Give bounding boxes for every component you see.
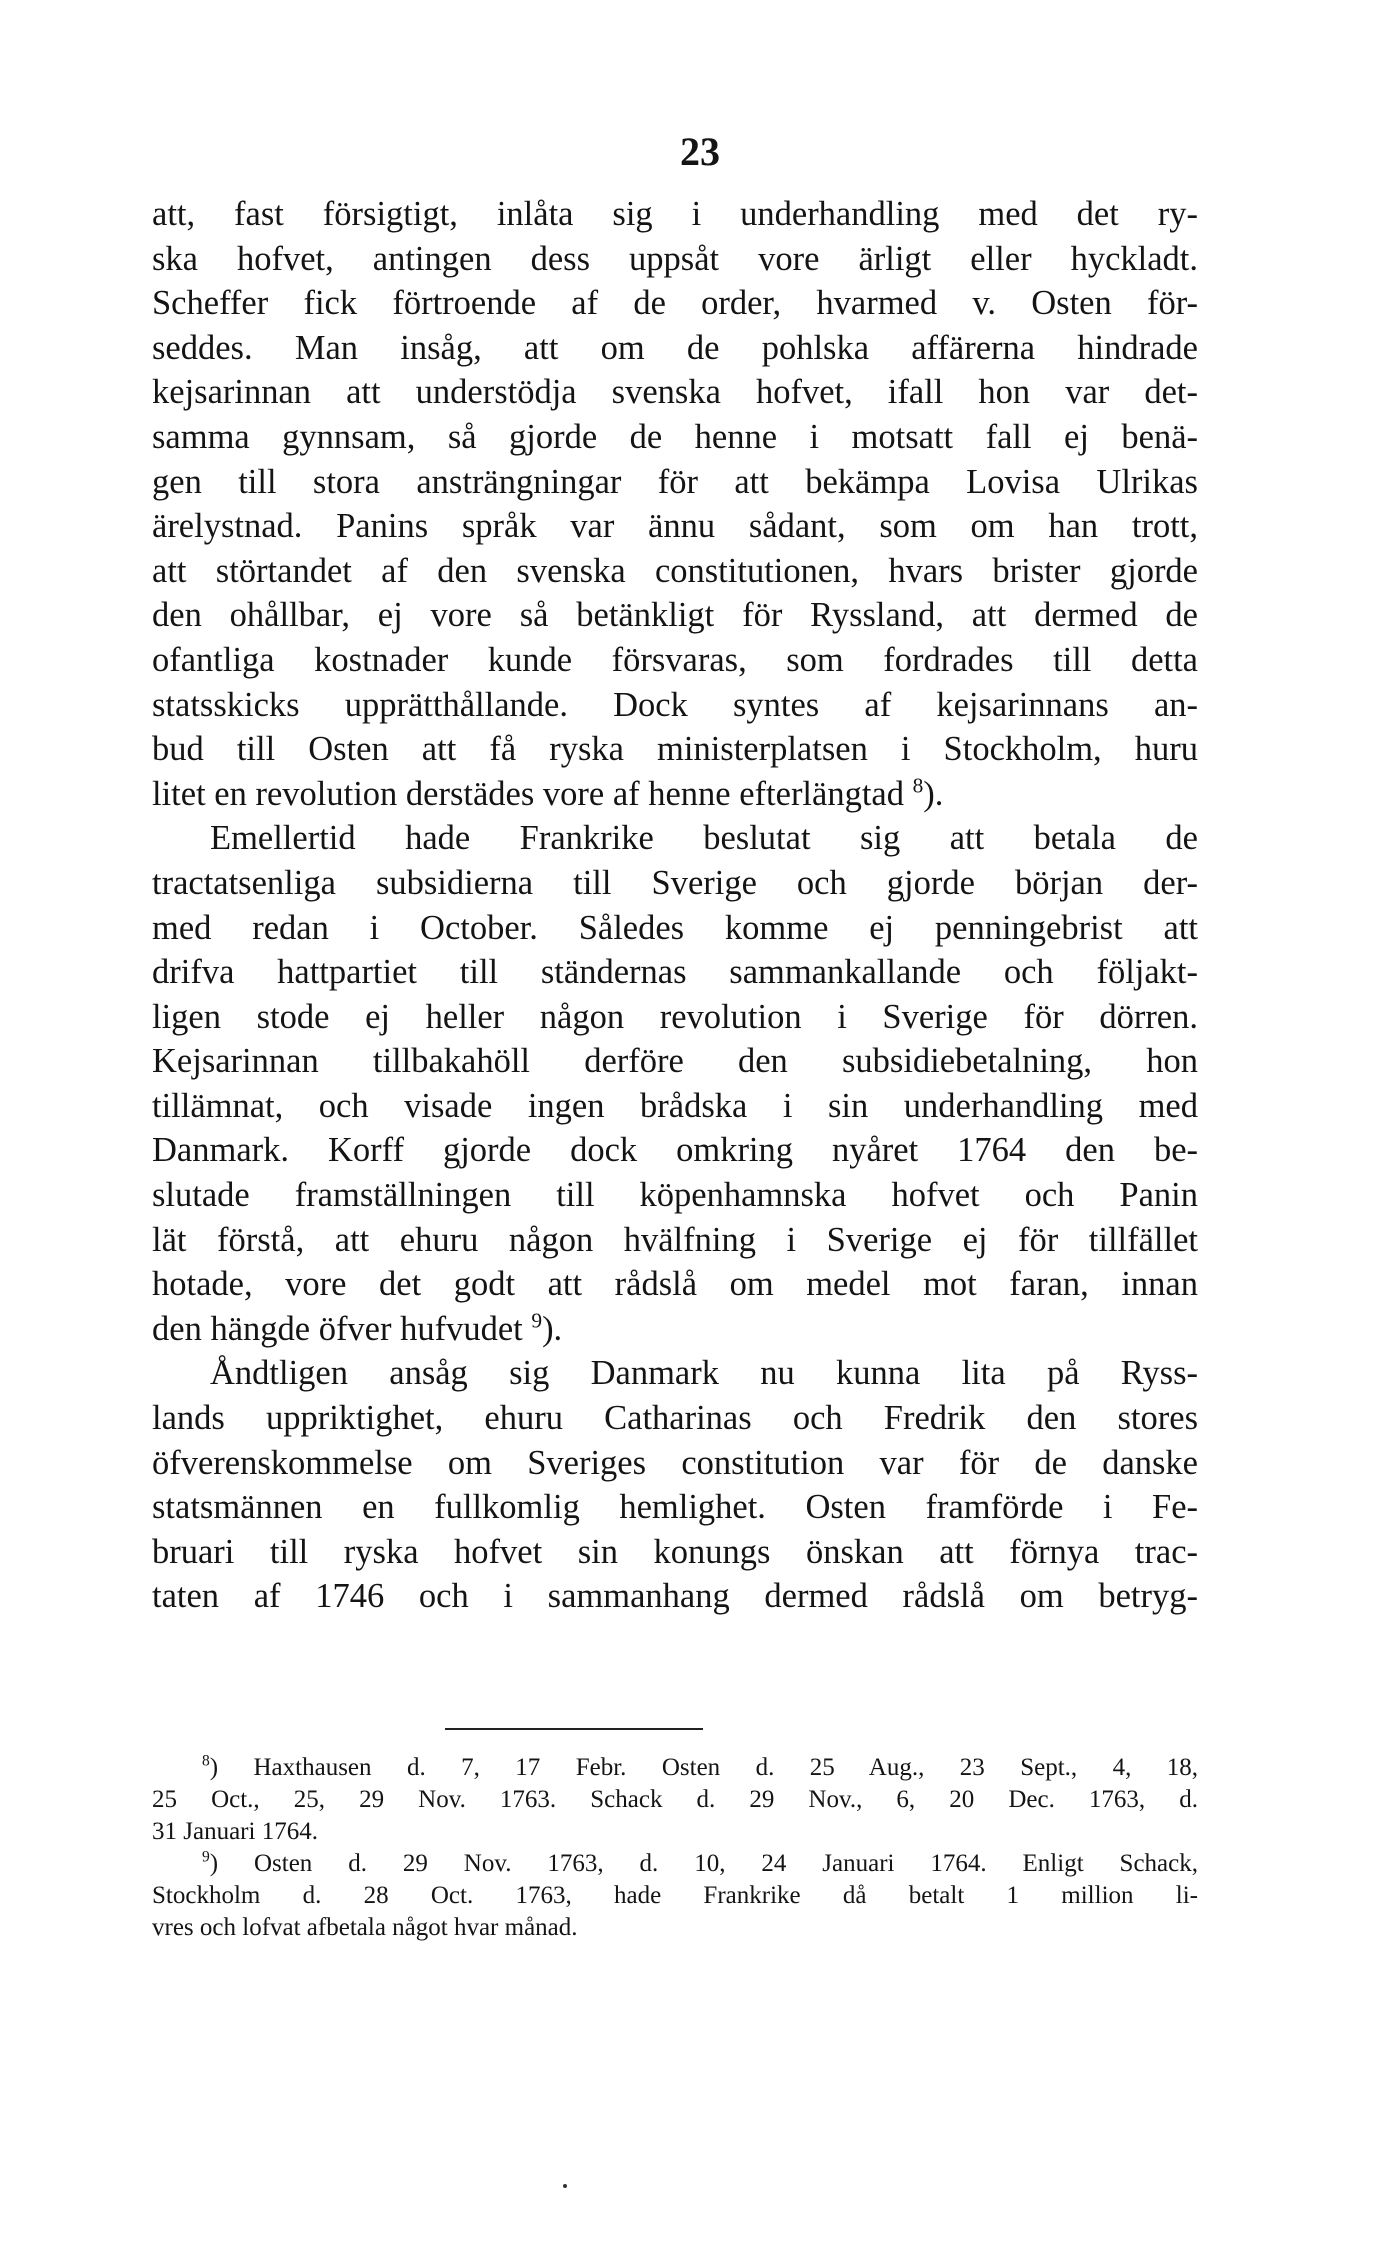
text-fragment: ). (923, 774, 944, 813)
footnote-line: Stockholm d. 28 Oct. 1763, hade Frankrike då betalt 1 million li- (152, 1882, 1198, 1909)
text-line: seddes. Man insåg, att om de pohlska affärerna hindrade (152, 328, 1198, 367)
text-line: tractatsenliga subsidierna till Sverige och gjorde början der- (152, 863, 1198, 902)
text-line: statsskicks upprätthållande. Dock syntes af kejsarinnans an- (152, 685, 1198, 724)
text-line: öfverenskommelse om Sveriges constitution var för de danske (152, 1443, 1198, 1482)
text-line: med redan i October. Således komme ej penningebrist att (152, 908, 1198, 947)
text-line: den ohållbar, ej vore så betänkligt för Ryssland, att dermed de (152, 596, 1198, 635)
text-line: hotade, vore det godt att rådslå om medel mot faran, innan (152, 1265, 1198, 1304)
text-fragment: ). (542, 1309, 563, 1348)
page-number: 23 (680, 129, 720, 174)
text-line: tillämnat, och visade ingen brådska i sin underhandling med (152, 1086, 1198, 1125)
text-line: Åndtligen ansåg sig Danmark nu kunna lita på Ryss- (210, 1354, 1198, 1393)
text-line: Scheffer fick förtroende af de order, hvarmed v. Osten för- (152, 284, 1198, 323)
ink-speck (563, 2184, 567, 2188)
footnote-ref: 8 (912, 773, 924, 798)
text-line: Emellertid hade Frankrike beslutat sig att betala de (210, 819, 1198, 858)
text-fragment: den hängde öfver hufvudet (152, 1309, 523, 1348)
text-line: samma gynnsam, så gjorde de henne i motsatt fall ej benä- (152, 417, 1198, 456)
text-line: bruari till ryska hofvet sin konungs önskan att förnya trac- (152, 1532, 1198, 1571)
text-line: statsmännen en fullkomlig hemlighet. Osten framförde i Fe- (152, 1488, 1198, 1527)
text-line: ärelystnad. Panins språk var ännu sådant, som om han trott, (152, 507, 1198, 546)
text-line: ofantliga kostnader kunde försvaras, som fordrades till detta (152, 640, 1198, 679)
text-line: Kejsarinnan tillbakahöll derföre den subsidiebetalning, hon (152, 1042, 1198, 1081)
footnote-ref: 9 (531, 1308, 543, 1333)
text-line: lands uppriktighet, ehuru Catharinas och Fredrik den stores (152, 1399, 1198, 1438)
text-fragment: ) Haxthausen d. 7, 17 Febr. Osten d. 25 Aug., 23 Sept., 4, 18, (209, 1754, 1198, 1781)
text-line: bud till Osten att få ryska ministerplatsen i Stockholm, huru (152, 730, 1198, 769)
text-fragment: ) Osten d. 29 Nov. 1763, d. 10, 24 Januari 1764. Enligt Schack, (209, 1850, 1198, 1877)
footnote-line: 31 Januari 1764. (152, 1818, 318, 1845)
text-line (152, 1307, 1198, 1352)
text-line: lät förstå, att ehuru någon hvälfning i Sverige ej för tillfället (152, 1220, 1198, 1259)
footnotes (152, 1752, 1198, 1944)
footnote-line: 25 Oct., 25, 29 Nov. 1763. Schack d. 29 Nov., 6, 20 Dec. 1763, d. (152, 1786, 1198, 1813)
footnote-marker: 8 (202, 1752, 210, 1770)
text-line (152, 772, 1198, 817)
footnote-line (152, 1752, 1198, 1784)
footnote-marker: 9 (202, 1848, 210, 1866)
text-line: gen till stora ansträngningar för att bekämpa Lovisa Ulrikas (152, 462, 1198, 501)
text-fragment: litet en revolution derstädes vore af henne efterlängtad (152, 774, 904, 813)
text-line: drifva hattpartiet till ständernas sammankallande och följakt- (152, 953, 1198, 992)
text-line: taten af 1746 och i sammanhang dermed rådslå om betryg- (152, 1577, 1198, 1616)
text-line: ligen stode ej heller någon revolution i Sverige för dörren. (152, 997, 1198, 1036)
text-line: att, fast försigtigt, inlåta sig i underhandling med det ry- (152, 195, 1198, 233)
text-line: kejsarinnan att understödja svenska hofvet, ifall hon var det- (152, 373, 1198, 412)
text-line: att störtandet af den svenska constitutionen, hvars brister gjorde (152, 551, 1198, 590)
footnote-line (152, 1848, 1198, 1880)
text-line: slutade framställningen till köpenhamnska hofvet och Panin (152, 1176, 1198, 1215)
footnote-divider (445, 1728, 703, 1730)
footnote-line: vres och lofvat afbetala något hvar månad. (152, 1914, 578, 1941)
text-line: Danmark. Korff gjorde dock omkring nyåret 1764 den be- (152, 1131, 1198, 1170)
body-text (152, 192, 1198, 1619)
text-line: ska hofvet, antingen dess uppsåt vore ärligt eller hyckladt. (152, 239, 1198, 278)
